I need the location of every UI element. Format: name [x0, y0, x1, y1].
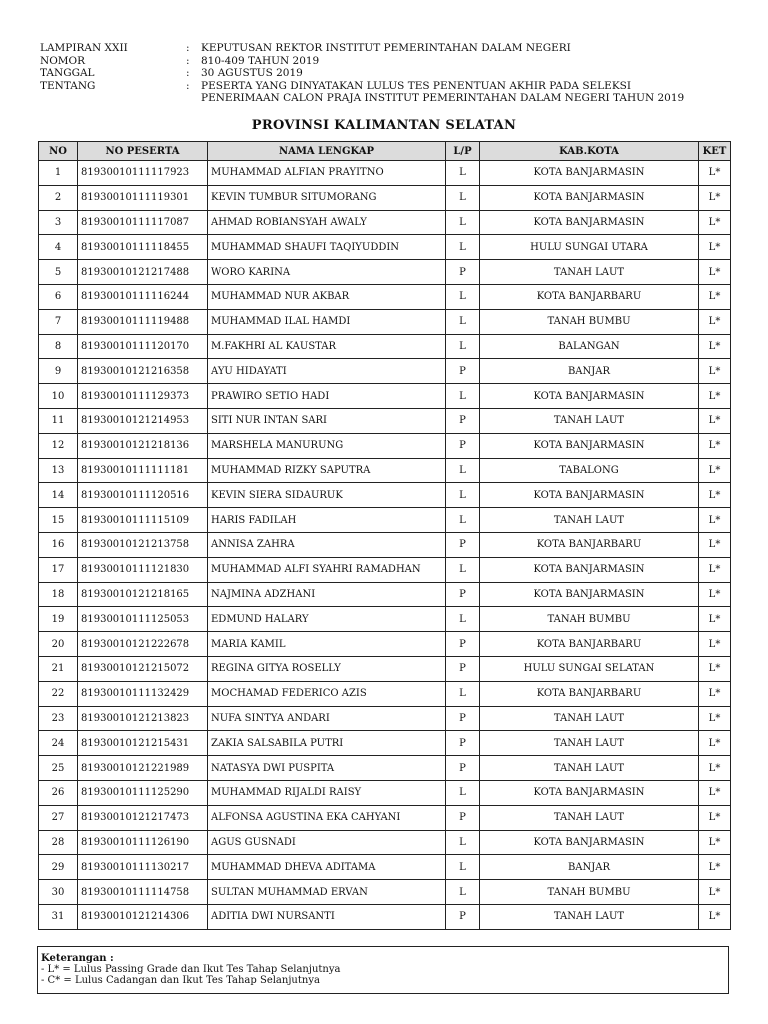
cell-ket: L* [699, 161, 731, 186]
cell-lp: L [446, 830, 480, 855]
cell-no-peserta: 81930010121213758 [78, 532, 208, 557]
cell-no-peserta: 81930010111119488 [78, 309, 208, 334]
cell-lp: L [446, 780, 480, 805]
cell-nama: HARIS FADILAH [208, 508, 446, 533]
cell-kabkota: BALANGAN [480, 334, 699, 359]
cell-no: 4 [39, 235, 78, 260]
cell-lp: L [446, 557, 480, 582]
cell-no-peserta: 81930010121215072 [78, 656, 208, 681]
cell-lp: L [446, 607, 480, 632]
cell-no-peserta: 81930010111130217 [78, 855, 208, 880]
cell-no: 25 [39, 756, 78, 781]
table-row [39, 185, 731, 210]
cell-ket: L* [699, 756, 731, 781]
header-key: TANGGAL [40, 67, 95, 79]
notes-box [37, 946, 729, 994]
col-header-no-peserta: NO PESERTA [78, 142, 208, 161]
cell-nama: EDMUND HALARY [208, 607, 446, 632]
cell-nama: MUHAMMAD ALFI SYAHRI RAMADHAN [208, 557, 446, 582]
col-header-no: NO [39, 142, 78, 161]
cell-no-peserta: 81930010121214306 [78, 904, 208, 929]
cell-kabkota: TANAH BUMBU [480, 309, 699, 334]
cell-ket: L* [699, 830, 731, 855]
table-row [39, 483, 731, 508]
table-row [39, 731, 731, 756]
cell-kabkota: TANAH BUMBU [480, 880, 699, 905]
cell-lp: P [446, 408, 480, 433]
cell-nama: KEVIN SIERA SIDAURUK [208, 483, 446, 508]
cell-kabkota: TANAH LAUT [480, 904, 699, 929]
cell-lp: P [446, 731, 480, 756]
cell-ket: L* [699, 458, 731, 483]
cell-lp: P [446, 582, 480, 607]
cell-no-peserta: 81930010121218136 [78, 433, 208, 458]
header-row-lampiran [40, 42, 740, 55]
cell-kabkota: TANAH LAUT [480, 706, 699, 731]
cell-kabkota: KOTA BANJARBARU [480, 681, 699, 706]
table-row [39, 904, 731, 929]
cell-no-peserta: 81930010121216358 [78, 359, 208, 384]
cell-lp: L [446, 880, 480, 905]
header-value: KEPUTUSAN REKTOR INSTITUT PEMERINTAHAN DALAM NEGERI [201, 42, 571, 54]
cell-lp: L [446, 508, 480, 533]
table-row [39, 756, 731, 781]
cell-nama: SITI NUR INTAN SARI [208, 408, 446, 433]
cell-ket: L* [699, 855, 731, 880]
table-row [39, 805, 731, 830]
cell-lp: P [446, 805, 480, 830]
cell-no-peserta: 81930010121221989 [78, 756, 208, 781]
cell-kabkota: KOTA BANJARMASIN [480, 780, 699, 805]
table-header-row [39, 142, 731, 161]
cell-no-peserta: 81930010111120170 [78, 334, 208, 359]
cell-no-peserta: 81930010111118455 [78, 235, 208, 260]
cell-lp: L [446, 384, 480, 409]
cell-kabkota: KOTA BANJARMASIN [480, 830, 699, 855]
cell-no: 3 [39, 210, 78, 235]
col-header-nama: NAMA LENGKAP [208, 142, 446, 161]
cell-no-peserta: 81930010111116244 [78, 284, 208, 309]
table-row [39, 557, 731, 582]
cell-ket: L* [699, 532, 731, 557]
cell-no: 31 [39, 904, 78, 929]
table-row [39, 681, 731, 706]
cell-lp: L [446, 681, 480, 706]
cell-ket: L* [699, 904, 731, 929]
cell-kabkota: KOTA BANJARMASIN [480, 557, 699, 582]
table-row [39, 210, 731, 235]
cell-lp: P [446, 904, 480, 929]
cell-no: 30 [39, 880, 78, 905]
header-value: 810-409 TAHUN 2019 [201, 54, 320, 67]
table-row [39, 458, 731, 483]
cell-no-peserta: 81930010121214953 [78, 408, 208, 433]
cell-lp: L [446, 161, 480, 186]
cell-no: 24 [39, 731, 78, 756]
table-row [39, 309, 731, 334]
notes-title: Keterangan : [41, 953, 114, 964]
cell-ket: L* [699, 681, 731, 706]
cell-no: 20 [39, 632, 78, 657]
cell-no: 29 [39, 855, 78, 880]
cell-kabkota: TANAH LAUT [480, 756, 699, 781]
table-row [39, 582, 731, 607]
cell-kabkota: KOTA BANJARBARU [480, 632, 699, 657]
cell-no-peserta: 81930010111120516 [78, 483, 208, 508]
cell-no: 17 [39, 557, 78, 582]
cell-lp: P [446, 260, 480, 285]
cell-lp: P [446, 706, 480, 731]
col-header-ket: KET [699, 142, 731, 161]
cell-no-peserta: 81930010111119301 [78, 185, 208, 210]
header-key: LAMPIRAN XXII [40, 42, 128, 54]
cell-no-peserta: 81930010111125290 [78, 780, 208, 805]
cell-ket: L* [699, 284, 731, 309]
cell-no: 23 [39, 706, 78, 731]
table-row [39, 408, 731, 433]
cell-no-peserta: 81930010111117087 [78, 210, 208, 235]
cell-kabkota: TANAH LAUT [480, 508, 699, 533]
cell-kabkota: TANAH LAUT [480, 805, 699, 830]
header-sep [186, 92, 201, 105]
cell-nama: NAJMINA ADZHANI [208, 582, 446, 607]
cell-nama: PRAWIRO SETIO HADI [208, 384, 446, 409]
cell-nama: AHMAD ROBIANSYAH AWALY [208, 210, 446, 235]
cell-ket: L* [699, 408, 731, 433]
cell-no: 5 [39, 260, 78, 285]
cell-no: 16 [39, 532, 78, 557]
cell-lp: P [446, 359, 480, 384]
cell-ket: L* [699, 780, 731, 805]
cell-no: 21 [39, 656, 78, 681]
cell-lp: P [446, 433, 480, 458]
table-row [39, 706, 731, 731]
cell-no-peserta: 81930010121213823 [78, 706, 208, 731]
cell-kabkota: KOTA BANJARMASIN [480, 384, 699, 409]
cell-no-peserta: 81930010111125053 [78, 607, 208, 632]
cell-lp: L [446, 309, 480, 334]
cell-ket: L* [699, 334, 731, 359]
cell-nama: NUFA SINTYA ANDARI [208, 706, 446, 731]
cell-kabkota: KOTA BANJARMASIN [480, 582, 699, 607]
header-sep: : [186, 67, 190, 79]
cell-nama: ZAKIA SALSABILA PUTRI [208, 731, 446, 756]
cell-no: 26 [39, 780, 78, 805]
table-row [39, 532, 731, 557]
cell-nama: MUHAMMAD RIJALDI RAISY [208, 780, 446, 805]
cell-no-peserta: 81930010121215431 [78, 731, 208, 756]
cell-ket: L* [699, 731, 731, 756]
cell-no-peserta: 81930010111129373 [78, 384, 208, 409]
cell-ket: L* [699, 508, 731, 533]
cell-no: 18 [39, 582, 78, 607]
cell-no: 8 [39, 334, 78, 359]
cell-ket: L* [699, 235, 731, 260]
table-row [39, 384, 731, 409]
cell-nama: AGUS GUSNADI [208, 830, 446, 855]
cell-nama: ADITIA DWI NURSANTI [208, 904, 446, 929]
cell-no: 10 [39, 384, 78, 409]
table-row [39, 433, 731, 458]
cell-ket: L* [699, 359, 731, 384]
cell-no: 12 [39, 433, 78, 458]
header-key [40, 92, 186, 105]
cell-lp: L [446, 334, 480, 359]
cell-nama: WORO KARINA [208, 260, 446, 285]
cell-ket: L* [699, 582, 731, 607]
table-row [39, 632, 731, 657]
cell-kabkota: TANAH LAUT [480, 731, 699, 756]
table-row [39, 855, 731, 880]
table-row [39, 656, 731, 681]
cell-no-peserta: 81930010121222678 [78, 632, 208, 657]
header-row-tanggal [40, 67, 740, 80]
table-row [39, 830, 731, 855]
cell-ket: L* [699, 185, 731, 210]
cell-no: 9 [39, 359, 78, 384]
header-value: PESERTA YANG DINYATAKAN LULUS TES PENENTUAN AKHIR PADA SELEKSI [201, 79, 631, 92]
cell-no-peserta: 81930010111115109 [78, 508, 208, 533]
cell-lp: P [446, 532, 480, 557]
cell-no: 15 [39, 508, 78, 533]
table-row [39, 284, 731, 309]
header-key: TENTANG [40, 79, 96, 92]
cell-ket: L* [699, 210, 731, 235]
table-row [39, 780, 731, 805]
cell-kabkota: KOTA BANJARMASIN [480, 210, 699, 235]
cell-kabkota: BANJAR [480, 359, 699, 384]
table-row [39, 161, 731, 186]
cell-no-peserta: 81930010111117923 [78, 161, 208, 186]
cell-ket: L* [699, 607, 731, 632]
cell-kabkota: TANAH BUMBU [480, 607, 699, 632]
cell-nama: SULTAN MUHAMMAD ERVAN [208, 880, 446, 905]
col-header-kabkota: KAB.KOTA [480, 142, 699, 161]
cell-ket: L* [699, 880, 731, 905]
cell-kabkota: HULU SUNGAI UTARA [480, 235, 699, 260]
cell-no-peserta: 81930010111114758 [78, 880, 208, 905]
table-row [39, 508, 731, 533]
cell-no-peserta: 81930010121218165 [78, 582, 208, 607]
cell-kabkota: KOTA BANJARMASIN [480, 161, 699, 186]
header-sep: : [186, 42, 190, 54]
cell-nama: MUHAMMAD NUR AKBAR [208, 284, 446, 309]
cell-ket: L* [699, 557, 731, 582]
cell-nama: MARSHELA MANURUNG [208, 433, 446, 458]
cell-no: 14 [39, 483, 78, 508]
cell-nama: MOCHAMAD FEDERICO AZIS [208, 681, 446, 706]
cell-lp: L [446, 483, 480, 508]
cell-nama: MUHAMMAD DHEVA ADITAMA [208, 855, 446, 880]
cell-no: 11 [39, 408, 78, 433]
cell-kabkota: KOTA BANJARBARU [480, 284, 699, 309]
province-title: PROVINSI KALIMANTAN SELATAN [251, 118, 517, 133]
cell-nama: KEVIN TUMBUR SITUMORANG [208, 185, 446, 210]
cell-no-peserta: 81930010121217488 [78, 260, 208, 285]
cell-ket: L* [699, 656, 731, 681]
header-value: PENERIMAAN CALON PRAJA INSTITUT PEMERINTAHAN DALAM NEGERI TAHUN 2019 [201, 92, 685, 104]
cell-nama: REGINA GITYA ROSELLY [208, 656, 446, 681]
cell-no: 1 [39, 161, 78, 186]
cell-ket: L* [699, 483, 731, 508]
cell-lp: P [446, 632, 480, 657]
cell-nama: MUHAMMAD ALFIAN PRAYITNO [208, 161, 446, 186]
cell-no: 13 [39, 458, 78, 483]
cell-kabkota: KOTA BANJARBARU [480, 532, 699, 557]
cell-ket: L* [699, 260, 731, 285]
header-row-tentang [40, 80, 740, 93]
cell-nama: MUHAMMAD SHAUFI TAQIYUDDIN [208, 235, 446, 260]
cell-no: 27 [39, 805, 78, 830]
notes-line: - L* = Lulus Passing Grade dan Ikut Tes Tahap Selanjutnya [41, 964, 341, 975]
cell-no: 28 [39, 830, 78, 855]
cell-no-peserta: 81930010111121830 [78, 557, 208, 582]
cell-ket: L* [699, 433, 731, 458]
cell-nama: NATASYA DWI PUSPITA [208, 756, 446, 781]
header-row-tentang-cont [40, 92, 740, 105]
table-row [39, 260, 731, 285]
cell-nama: AYU HIDAYATI [208, 359, 446, 384]
cell-kabkota: KOTA BANJARMASIN [480, 483, 699, 508]
cell-nama: MARIA KAMIL [208, 632, 446, 657]
header-sep: : [186, 54, 190, 67]
cell-ket: L* [699, 309, 731, 334]
cell-no-peserta: 81930010111111181 [78, 458, 208, 483]
cell-lp: L [446, 284, 480, 309]
cell-lp: L [446, 185, 480, 210]
cell-kabkota: KOTA BANJARMASIN [480, 185, 699, 210]
cell-kabkota: KOTA BANJARMASIN [480, 433, 699, 458]
cell-nama: M.FAKHRI AL KAUSTAR [208, 334, 446, 359]
participants-table [38, 141, 731, 930]
cell-lp: L [446, 458, 480, 483]
notes-line: - C* = Lulus Cadangan dan Ikut Tes Tahap Selanjutnya [41, 975, 320, 986]
cell-no: 22 [39, 681, 78, 706]
table-row [39, 235, 731, 260]
col-header-lp: L/P [446, 142, 480, 161]
cell-lp: L [446, 210, 480, 235]
header-sep: : [186, 79, 190, 92]
cell-nama: ANNISA ZAHRA [208, 532, 446, 557]
cell-no: 19 [39, 607, 78, 632]
cell-nama: ALFONSA AGUSTINA EKA CAHYANI [208, 805, 446, 830]
cell-ket: L* [699, 706, 731, 731]
cell-ket: L* [699, 632, 731, 657]
table-row [39, 607, 731, 632]
table-row [39, 334, 731, 359]
table-row [39, 880, 731, 905]
header-value: 30 AGUSTUS 2019 [201, 67, 303, 79]
cell-lp: L [446, 855, 480, 880]
document-header [40, 42, 740, 105]
header-key: NOMOR [40, 54, 86, 67]
table-row [39, 359, 731, 384]
cell-nama: MUHAMMAD ILAL HAMDI [208, 309, 446, 334]
cell-no: 2 [39, 185, 78, 210]
cell-no-peserta: 81930010111132429 [78, 681, 208, 706]
cell-lp: P [446, 756, 480, 781]
cell-ket: L* [699, 805, 731, 830]
cell-no-peserta: 81930010121217473 [78, 805, 208, 830]
cell-no: 6 [39, 284, 78, 309]
cell-kabkota: HULU SUNGAI SELATAN [480, 656, 699, 681]
cell-kabkota: TABALONG [480, 458, 699, 483]
cell-lp: P [446, 656, 480, 681]
cell-no-peserta: 81930010111126190 [78, 830, 208, 855]
cell-kabkota: TANAH LAUT [480, 260, 699, 285]
cell-kabkota: BANJAR [480, 855, 699, 880]
cell-no: 7 [39, 309, 78, 334]
cell-nama: MUHAMMAD RIZKY SAPUTRA [208, 458, 446, 483]
cell-ket: L* [699, 384, 731, 409]
header-row-nomor [40, 55, 740, 68]
cell-lp: L [446, 235, 480, 260]
cell-kabkota: TANAH LAUT [480, 408, 699, 433]
